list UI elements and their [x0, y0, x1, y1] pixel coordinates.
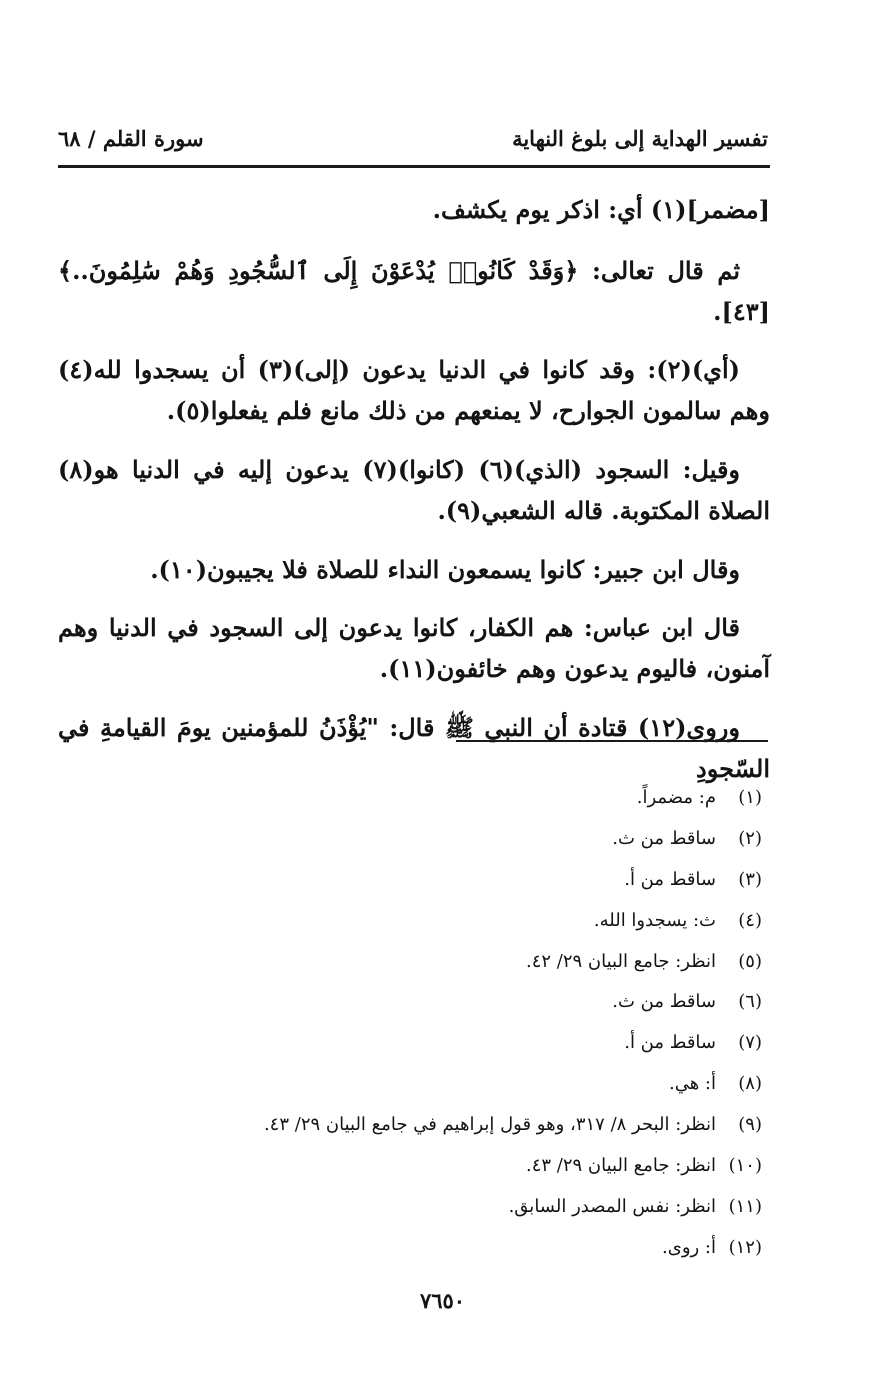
footnote-text: م: مضمراً. [636, 787, 716, 808]
paragraph: وقيل: السجود (الذي)(٦) (كانوا)(٧) يدعون إليه في الدنيا هو(٨) الصلاة المكتوبة. قاله الشعبي(٩). [58, 454, 770, 525]
footnote-item [58, 778, 770, 819]
footnote-number: (٤) [738, 909, 762, 931]
footnote-number: (١٠) [728, 1155, 762, 1177]
footnote-item [58, 1105, 770, 1146]
footnote-item [58, 1146, 770, 1187]
footnote-number: (٦) [738, 991, 762, 1013]
footnotes [58, 778, 770, 1269]
footnote-item [58, 860, 770, 901]
footnote-number: (٣) [738, 868, 762, 890]
paragraph: وروى(١٢) قتادة أن النبي ﷺ قال: "يُؤْذَنُ للمؤمنين يومَ القيامةِ في السّجودِ [58, 712, 770, 783]
paragraph: ثم قال تعالى: ﴿وَقَدْ كَانُوا۟ يُدْعَوْنَ إِلَى ٱلسُّجُودِ وَهُمْ سَٰلِمُونَ..﴾ [٤٣]. [58, 255, 770, 326]
footnote-text: ث: يسجدوا الله. [593, 909, 716, 931]
footnote-item [58, 1228, 770, 1269]
footnote-number: (١٢) [728, 1236, 762, 1258]
footnote-text: انظر: جامع البيان ٢٩/ ٤٣. [525, 1155, 716, 1177]
footnote-number: (٨) [738, 1073, 762, 1095]
footnote-number: (٧) [738, 1032, 762, 1054]
page-number: ٧٦٥٠ [419, 1288, 466, 1313]
paragraph: وقال ابن جبير: كانوا يسمعون النداء للصلاة فلا يجيبون(١٠). [150, 554, 740, 584]
footnote-text: ساقط من أ. [624, 1032, 716, 1054]
header-rule [58, 165, 770, 168]
footnote-text: أ: هي. [668, 1073, 716, 1095]
footnote-number: (٢) [738, 827, 762, 849]
footnote-text: ساقط من ث. [612, 827, 716, 849]
footnote-item [58, 942, 770, 983]
paragraph: قال ابن عباس: هم الكفار، كانوا يدعون إلى السجود في الدنيا وهم آمنون، فاليوم يدعون وهم خائفون(١١). [58, 613, 770, 684]
footnote-item [58, 1023, 770, 1064]
footnote-item [58, 1187, 770, 1228]
footnote-rule [456, 740, 768, 742]
footnote-number: (١) [738, 787, 762, 808]
footnote-number: (١١) [728, 1195, 762, 1217]
paragraph: [مضمر](١) أي: اذكر يوم يكشف. [432, 195, 770, 224]
footnote-item [58, 1064, 770, 1105]
footnote-text: انظر: البحر ٨/ ٣١٧، وهو قول إبراهيم في جامع البيان ٢٩/ ٤٣. [263, 1114, 716, 1136]
footnote-number: (٩) [738, 1114, 762, 1136]
footnote-text: انظر: جامع البيان ٢٩/ ٤٢. [525, 950, 716, 972]
main-text [58, 190, 770, 790]
footnote-item [58, 982, 770, 1023]
surah-page-label: سورة القلم / ٦٨ [58, 126, 204, 151]
footnote-text: ساقط من ث. [612, 991, 716, 1013]
footnote-text: ساقط من أ. [624, 868, 716, 890]
footnote-text: أ: روى. [662, 1236, 716, 1258]
paragraph: (أي)(٢): وقد كانوا في الدنيا يدعون (إلى)(٣) أن يسجدوا لله(٤) وهم سالمون الجوارح، لا يمنعهم من ذلك مانع فلم يفعلوا(٥). [58, 355, 770, 426]
footnote-number: (٥) [738, 950, 762, 972]
footnote-item [58, 819, 770, 860]
book-title: تفسير الهداية إلى بلوغ النهاية [512, 126, 768, 151]
footnote-item [58, 901, 770, 942]
footnote-text: انظر: نفس المصدر السابق. [508, 1195, 716, 1217]
running-header [58, 122, 768, 166]
